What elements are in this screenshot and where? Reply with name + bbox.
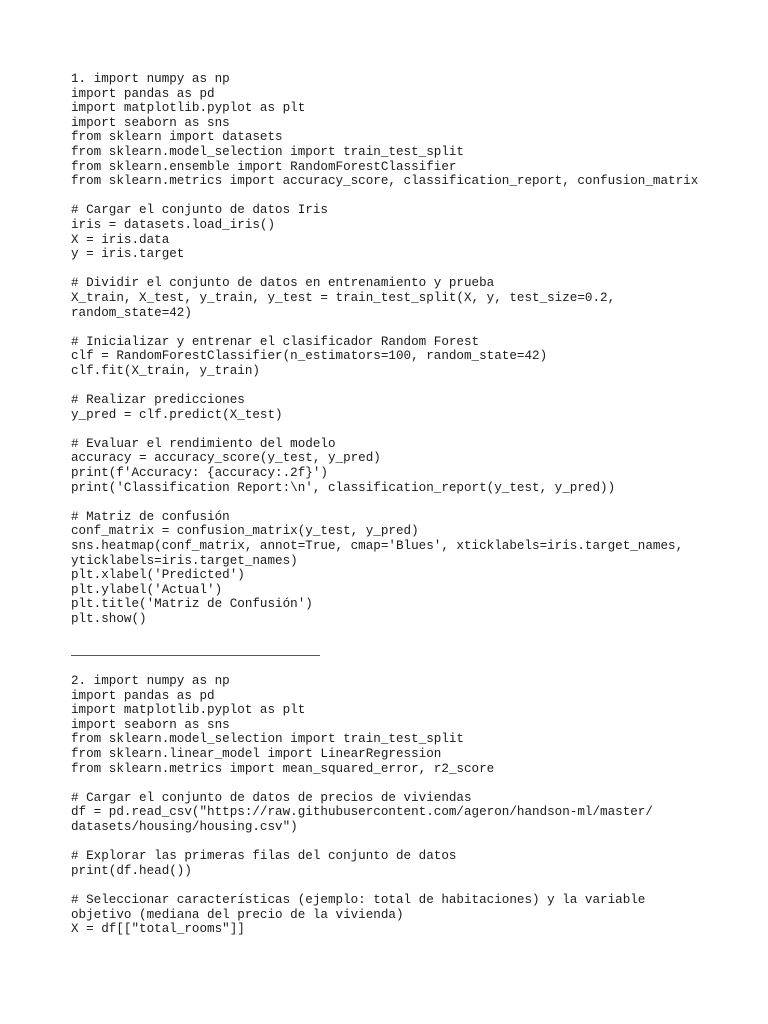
code-line: X = iris.data [71, 232, 170, 247]
blank-line [71, 378, 698, 393]
code-line: random_state=42) [71, 305, 192, 320]
blank-line [71, 320, 698, 335]
code-line: print('Classification Report:\n', classification_report(y_test, y_pred)) [71, 480, 616, 495]
code-line: from sklearn.model_selection import train_test_split [71, 732, 464, 747]
code-line: # Cargar el conjunto de datos Iris [71, 203, 328, 218]
code-line: clf = RandomForestClassifier(n_estimators=100, random_state=42) [71, 349, 548, 364]
code-line: # Cargar el conjunto de datos de precios de viviendas [71, 790, 472, 805]
code-line: # Realizar predicciones [71, 393, 245, 408]
code-line: conf_matrix = confusion_matrix(y_test, y_pred) [71, 524, 419, 539]
code-line: accuracy = accuracy_score(y_test, y_pred) [71, 451, 381, 466]
code-line: y_pred = clf.predict(X_test) [71, 407, 283, 422]
code-line: objetivo (mediana del precio de la vivienda) [71, 907, 404, 922]
code-line: from sklearn.linear_model import LinearRegression [71, 746, 442, 761]
blank-line [71, 422, 698, 437]
code-line: X_train, X_test, y_train, y_test = train_test_split(X, y, test_size=0.2, [71, 290, 616, 305]
blank-line [71, 495, 698, 510]
code-line: print(f'Accuracy: {accuracy:.2f}') [71, 466, 328, 481]
code-line: # Matriz de confusión [71, 509, 230, 524]
code-block-2 [71, 674, 653, 937]
code-line: y = iris.target [71, 247, 185, 262]
separator-line [71, 655, 320, 656]
code-line: import matplotlib.pyplot as plt [71, 101, 306, 116]
code-line: from sklearn.metrics import accuracy_score, classification_report, confusion_matrix [71, 174, 699, 189]
code-line: plt.show() [71, 611, 147, 626]
code-line: # Dividir el conjunto de datos en entrenamiento y prueba [71, 276, 495, 291]
code-line: clf.fit(X_train, y_train) [71, 363, 260, 378]
code-line: 2. import numpy as np [71, 674, 230, 688]
code-line: from sklearn.ensemble import RandomForestClassifier [71, 159, 457, 174]
code-line: from sklearn.model_selection import train_test_split [71, 144, 464, 159]
blank-line [71, 776, 653, 791]
code-line: iris = datasets.load_iris() [71, 217, 276, 232]
code-line: import seaborn as sns [71, 717, 230, 732]
code-line: import seaborn as sns [71, 115, 230, 130]
code-line: from sklearn.metrics import mean_squared_error, r2_score [71, 761, 495, 776]
code-line: from sklearn import datasets [71, 130, 283, 145]
code-block-1 [71, 72, 698, 627]
code-line: import pandas as pd [71, 688, 215, 703]
code-line: # Inicializar y entrenar el clasificador Random Forest [71, 334, 480, 349]
code-line: datasets/housing/housing.csv") [71, 819, 298, 834]
blank-line [71, 189, 698, 204]
code-line: plt.ylabel('Actual') [71, 582, 223, 597]
blank-line [71, 835, 653, 850]
code-line: import pandas as pd [71, 86, 215, 101]
code-line: df = pd.read_csv("https://raw.githubusercontent.com/ageron/handson-ml/master/ [71, 805, 653, 820]
code-line: # Evaluar el rendimiento del modelo [71, 436, 336, 451]
code-line: import matplotlib.pyplot as plt [71, 703, 306, 718]
code-line: print(df.head()) [71, 863, 192, 878]
code-line: 1. import numpy as np [71, 72, 230, 86]
code-line: plt.title('Matriz de Confusión') [71, 597, 313, 612]
code-line: # Explorar las primeras filas del conjunto de datos [71, 849, 457, 864]
code-line: sns.heatmap(conf_matrix, annot=True, cmap='Blues', xticklabels=iris.target_names, [71, 539, 684, 553]
code-line: X = df[["total_rooms"]] [71, 922, 245, 937]
code-line: yticklabels=iris.target_names) [71, 553, 298, 568]
blank-line [71, 878, 653, 893]
code-line: # Seleccionar características (ejemplo: total de habitaciones) y la variable [71, 892, 646, 907]
code-line: plt.xlabel('Predicted') [71, 568, 245, 583]
blank-line [71, 262, 698, 277]
